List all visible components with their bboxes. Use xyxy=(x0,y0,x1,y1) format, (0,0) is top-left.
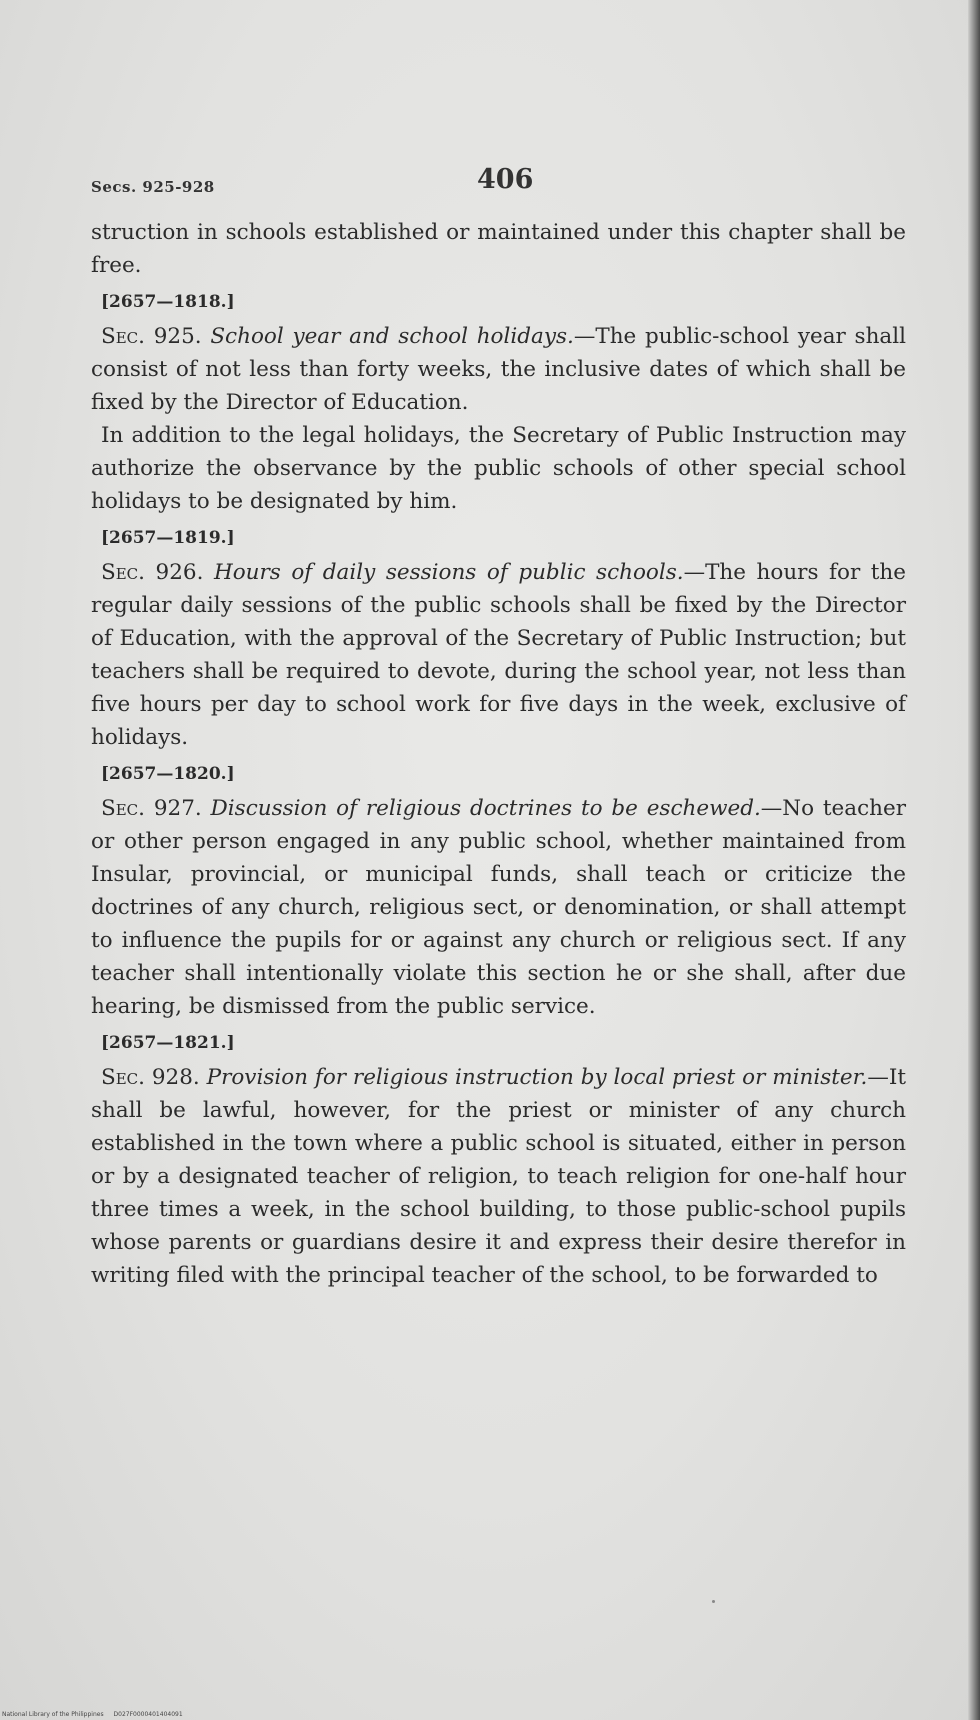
section-text: —The public-school year shall consist of not less than forty weeks, the inclusive dates of which shall be fixed by the Director of Education. xyxy=(91,324,906,415)
scan-speck xyxy=(712,1600,715,1603)
section-928 xyxy=(91,1061,906,1292)
page-header xyxy=(91,160,911,210)
section-number: Sec. 928. xyxy=(101,1065,200,1090)
section-926 xyxy=(91,556,906,754)
section-925-paragraph-2: In addition to the legal holidays, the Secretary of Public Instruction may authorize the observance by the public schools of other special school holidays to be designated by him. xyxy=(91,423,906,514)
section-caption: School year and school holidays. xyxy=(210,324,574,349)
scan-identifier: D027F0000401404091 xyxy=(113,1711,183,1718)
section-caption: Provision for religious instruction by local priest or minister. xyxy=(206,1065,868,1090)
section-number: Sec. 926. xyxy=(101,560,204,585)
section-caption: Discussion of religious doctrines to be eschewed. xyxy=(210,796,761,821)
opening-paragraph: struction in schools established or maintained under this chapter shall be free. xyxy=(91,220,906,278)
section-number: Sec. 925. xyxy=(101,324,202,349)
library-credit: National Library of the Philippines xyxy=(2,1711,104,1718)
scan-footer xyxy=(2,1711,191,1718)
page-edge-shadow xyxy=(968,0,980,1720)
section-text: —It shall be lawful, however, for the priest or minister of any church established in the town where a public school is situated, either in person or by a designated teacher of religion, to teach religion for one-half hour three times a week, in the school building, to those public-school pupils whose parents or guardians desire it and express their desire therefor in writing filed with the principal teacher of the school, to be forwarded to xyxy=(91,1065,906,1288)
section-text: —The hours for the regular daily sessions of the public schools shall be fixed by the Director of Education, with the approval of the Secretary of Public Instruction; but teachers shall be required to devote, during the school year, not less than five hours per day to school work for five days in the week, exclusive of holidays. xyxy=(91,560,906,750)
section-925 xyxy=(91,320,906,419)
running-head: Secs. 925-928 xyxy=(91,178,215,196)
section-caption: Hours of daily sessions of public schools. xyxy=(213,560,684,585)
source-reference: [2657—1821.] xyxy=(101,1033,235,1053)
page-number: 406 xyxy=(477,164,534,195)
section-text: —No teacher or other person engaged in any public school, whether maintained from Insular, provincial, or municipal funds, shall teach or criticize the doctrines of any church, religious sect, or denomination, or shall attempt to influence the pupils for or against any church or religious sect. If any teacher shall intentionally violate this section he or she shall, after due hearing, be dismissed from the public service. xyxy=(91,796,906,1019)
page-body xyxy=(91,216,906,1292)
source-reference: [2657—1820.] xyxy=(101,764,235,784)
source-reference: [2657—1819.] xyxy=(101,528,235,548)
section-927 xyxy=(91,792,906,1023)
section-number: Sec. 927. xyxy=(101,796,202,821)
source-reference: [2657—1818.] xyxy=(101,292,235,312)
